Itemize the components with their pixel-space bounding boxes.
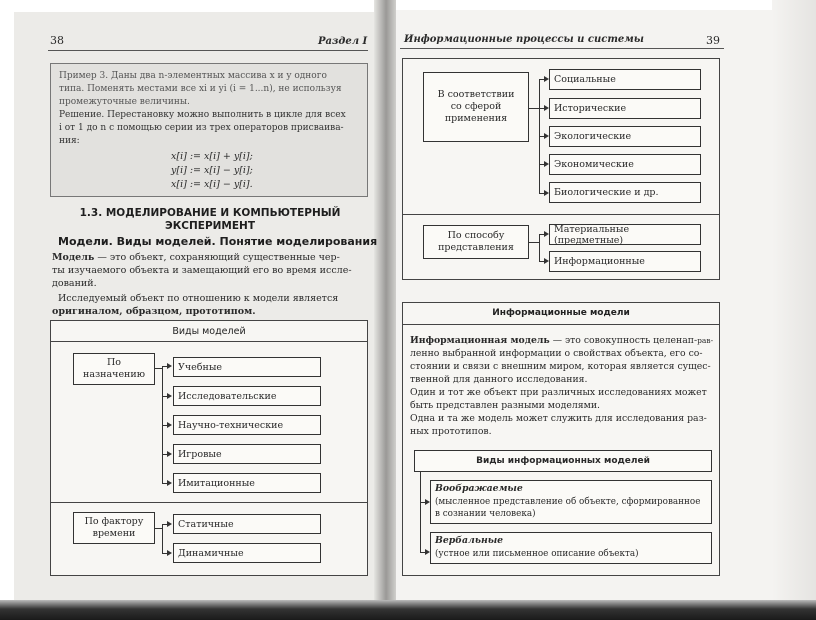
info-line-1: Информационная модель — это совокупность целенап-рав-: [410, 335, 714, 346]
example-line-1: Пример 3. Даны два n-элементных массива x и y одного: [59, 71, 327, 81]
arrow-icon: [167, 521, 172, 527]
group-time-box: По фактору времени: [73, 512, 155, 544]
solution-line-3: ния:: [59, 136, 80, 146]
arrow-icon: [167, 393, 172, 399]
example-line-2: типа. Поменять местами все xi и yi (i = 1...n), не используя: [59, 84, 342, 94]
arrow-icon: [167, 422, 172, 428]
right-page-number: 39: [706, 34, 720, 47]
model-type-box: Экономические: [549, 154, 701, 175]
model-type-box: Исследовательские: [173, 386, 321, 406]
formula-2: y[i] := x[i] − y[i];: [171, 165, 253, 176]
model-type-box: Экологические: [549, 126, 701, 147]
info-type-imaginary: Воображаемые (мысленное представление об объекте, сформированное в сознании человека): [430, 480, 712, 524]
right-running-head: Информационные процессы и системы: [404, 34, 644, 45]
example-line-3: промежуточные величины.: [59, 97, 190, 107]
info-line-4: твенной для данного исследования.: [410, 374, 588, 385]
left-running-head: Раздел I: [318, 36, 368, 47]
para1-line-1: Модель — это объект, сохраняющий существенные чер-: [52, 252, 340, 263]
info-line-5: Один и тот же объект при различных исследованиях может: [410, 387, 707, 398]
info-line-6: быть представлен разными моделями.: [410, 400, 600, 411]
models-diagram-title: Виды моделей: [172, 326, 246, 337]
term-info-model: Информационная модель: [410, 335, 550, 346]
model-type-box: Исторические: [549, 98, 701, 119]
diagram-title-rule: [50, 341, 368, 342]
subsection-title: Модели. Виды моделей. Понятие моделирования: [58, 235, 378, 248]
para1-line-2: ты изучаемого объекта и замещающий его во время иссле-: [52, 265, 352, 276]
para2-line-2: оригиналом, образцом, прототипом.: [52, 306, 256, 317]
para1-line-3: дований.: [52, 278, 97, 289]
formula-3: x[i] := x[i] − y[i].: [171, 179, 253, 190]
diagram-separator: [50, 502, 368, 503]
info-type-verbal: Вербальные (устное или письменное описание объекта): [430, 532, 712, 564]
solution-line-1: Решение. Перестановку можно выполнить в цикле для всех: [59, 110, 346, 120]
book-gutter: [374, 0, 396, 610]
left-header-rule: [48, 50, 368, 51]
book-bottom-shadow: [0, 600, 816, 620]
formula-1: x[i] := x[i] + y[i];: [171, 151, 253, 162]
right-header-rule: [400, 48, 724, 49]
section-title-line-1: 1.3. МОДЕЛИРОВАНИЕ И КОМПЬЮТЕРНЫЙ: [79, 207, 341, 219]
model-type-box: Имитационные: [173, 473, 321, 493]
para2-line-1: Исследуемый объект по отношению к модели является: [58, 293, 339, 304]
book-right-edge: [772, 0, 816, 610]
info-line-2: ленно выбранной информации о свойствах объекта, его со-: [410, 348, 703, 359]
info-types-header: Виды информационных моделей: [414, 450, 712, 472]
arrow-icon: [167, 451, 172, 457]
model-type-box: Динамичные: [173, 543, 321, 563]
model-type-box: Социальные: [549, 69, 701, 90]
diagram-separator: [402, 214, 720, 215]
arrow-icon: [167, 550, 172, 556]
model-type-box: Информационные: [549, 251, 701, 272]
model-type-box: Биологические и др.: [549, 182, 701, 203]
group-purpose-box: По назначению: [73, 353, 155, 385]
group-representation-box: По способу представления: [423, 225, 529, 259]
section-title-line-2: ЭКСПЕРИМЕНТ: [164, 220, 255, 232]
arrow-icon: [167, 363, 172, 369]
info-title-rule: [402, 324, 720, 325]
term-model: Модель: [52, 252, 95, 263]
info-line-3: стоянии и связи с внешним миром, которая является сущес-: [410, 361, 711, 372]
model-type-box: Игровые: [173, 444, 321, 464]
solution-line-2: i от 1 до n с помощью серии из трех операторов присваива-: [59, 123, 344, 133]
info-line-7: Одна и та же модель может служить для исследования раз-: [410, 413, 707, 424]
group-sphere-box: В соответствии со сферой применения: [423, 72, 529, 142]
connector: [420, 472, 421, 553]
info-line-8: ных прототипов.: [410, 426, 492, 437]
info-models-title: Информационные модели: [492, 308, 630, 318]
left-page-number: 38: [50, 34, 64, 47]
model-type-box: Статичные: [173, 514, 321, 534]
model-type-box: Материальные (предметные): [549, 224, 701, 245]
model-type-box: Учебные: [173, 357, 321, 377]
arrow-icon: [167, 480, 172, 486]
model-type-box: Научно-технические: [173, 415, 321, 435]
example-box: [50, 63, 368, 197]
